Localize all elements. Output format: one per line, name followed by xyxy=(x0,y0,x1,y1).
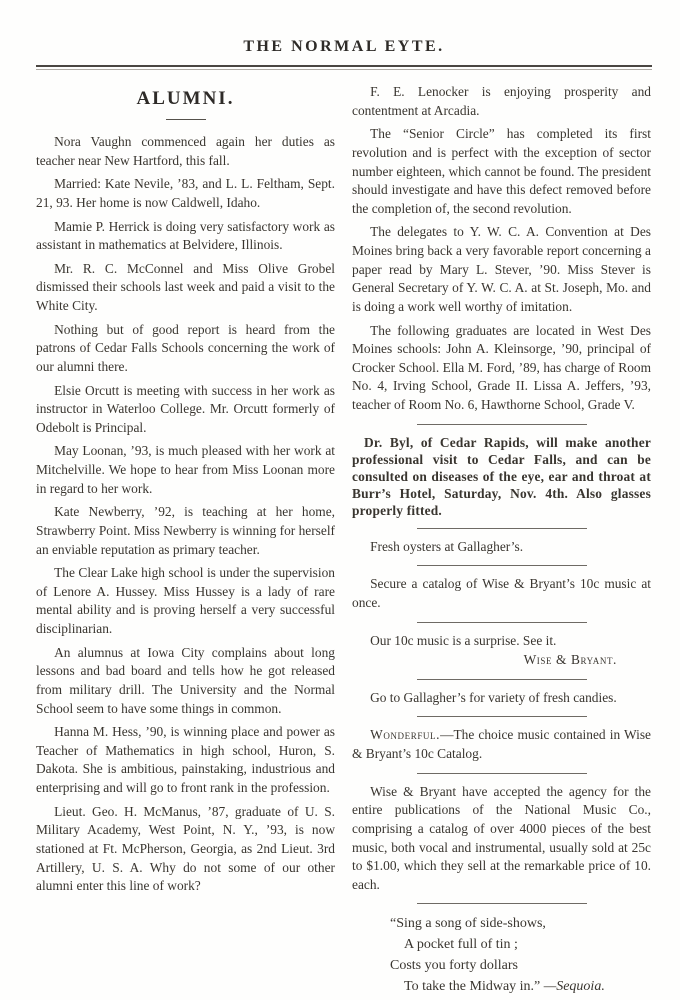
news-paragraph: Secure a catalog of Wise & Bryant’s 10c music at once. xyxy=(352,576,651,610)
section-divider xyxy=(417,679,587,680)
poem xyxy=(390,913,651,997)
advertisement-paragraph: Dr. Byl, of Cedar Rapids, will make another professional visit to Cedar Falls, and can be consulted on diseases of the eye, ear and throat at Burr’s Hotel, Saturday, Nov. 4th. Also glasses properly fitted. xyxy=(352,434,651,518)
poem-attribution: —Sequoia. xyxy=(543,979,605,995)
alumni-heading: ALUMNI. xyxy=(136,88,235,109)
alumni-paragraph: May Loonan, ’93, is much pleased with her work at Mitchelville. We hope to hear from Miss Loonan more in regard to her work. xyxy=(36,443,335,496)
section-divider xyxy=(417,716,587,717)
alumni-paragraph: An alumnus at Iowa City complains about long lessons and bad board and tells how he got released from military drill. The University and the Normal School seem to have some things in common. xyxy=(36,644,335,716)
news-paragraph: Wise & Bryant have accepted the agency for the entire publications of the National Music Co., comprising a catalog of over 4000 pieces of the best music, both vocal and instrumental, usually sold at 25c to $1.00, which they sell at the remarkable price of 10. each. xyxy=(352,783,651,892)
alumni-paragraph: Mr. R. C. McConnel and Miss Olive Grobel dismissed their schools last week and paid a visit to the White City. xyxy=(36,260,335,313)
poem-line: To take the Midway in.” —Sequoia. xyxy=(404,979,605,995)
news-paragraph: F. E. Lenocker is enjoying prosperity and contentment at Arcadia. xyxy=(352,84,651,118)
alumni-paragraph: Hanna M. Hess, ’90, is winning place and power as Teacher of Mathematics in high school, Huron, S. Dakota. She is ambitious, painstaking, industrious and enterprising and will go to front rank in the profession. xyxy=(36,724,335,795)
poem-line: “Sing a song of side-shows, xyxy=(390,916,546,932)
section-divider xyxy=(417,903,587,904)
section-divider xyxy=(417,622,587,623)
alumni-paragraph: Mamie P. Herrick is doing very satisfactory work as assistant in mathematics at Belvidere, Illinois. xyxy=(36,218,335,253)
left-column xyxy=(36,78,335,997)
alumni-paragraph: Elsie Orcutt is meeting with success in her work as instructor in Waterloo College. Mr. Orcutt formerly of Odebolt is Principal. xyxy=(36,382,335,435)
column-layout xyxy=(36,78,652,997)
news-paragraph: The delegates to Y. W. C. A. Convention at Des Moines bring back a very favorable report concerning a paper read by Mary L. Stever, ’90. Miss Stever is General Secretary of Y. W. C. A. at St. Joseph, Mo. and is doing a work well worthy of imitation. xyxy=(352,224,651,314)
lead-word: Wonderful. xyxy=(370,727,441,743)
poem-line: Costs you forty dollars xyxy=(390,958,518,974)
section-divider xyxy=(417,424,587,425)
section-divider xyxy=(417,773,587,774)
alumni-paragraph: Nora Vaughn commenced again her duties as teacher near New Hartford, this fall. xyxy=(36,134,335,168)
advertisement-paragraph: Wonderful.—The choice music contained in Wise & Bryant’s 10c Catalog. xyxy=(352,727,651,762)
alumni-paragraph: Kate Newberry, ’92, is teaching at her home, Strawberry Point. Miss Newberry is winning for herself an enviable reputation as primary teacher. xyxy=(36,504,336,557)
alumni-paragraph: Nothing but of good report is heard from the patrons of Cedar Falls Schools concerning the work of our alumni there. xyxy=(36,321,335,374)
news-paragraph: The “Senior Circle” has completed its first revolution and is perfect with the exception of sector number eighteen, which cannot be found. The president should investigate and have this defect removed before the completion of, the second revolution. xyxy=(352,126,651,216)
section-divider xyxy=(417,528,587,529)
masthead-title: THE NORMAL EYTE. xyxy=(243,38,445,55)
news-paragraph: Fresh oysters at Gallagher’s. xyxy=(370,538,524,554)
poem-line: A pocket full of tin ; xyxy=(404,937,518,953)
news-item-list xyxy=(352,83,651,997)
alumni-heading-rule xyxy=(166,119,206,120)
alumni-paragraph: The Clear Lake high school is under the supervision of Lenore A. Hussey. Miss Hussey is a lady of rare mental ability and is proving herself a very successful disciplinarian. xyxy=(36,565,335,636)
news-paragraph: Go to Gallagher’s for variety of fresh candies. xyxy=(370,689,617,705)
alumni-paragraph: Lieut. Geo. H. McManus, ’87, graduate of U. S. Military Academy, West Point, N. Y., ’93, is now stationed at Ft. McPherson, Georgia, as 2nd Lieut. 3rd Artillery, U. S. A. Why do not some of our other alumni enter this line of work? xyxy=(36,803,335,894)
right-column xyxy=(352,78,651,997)
alumni-paragraph: Married: Kate Nevile, ’83, and L. L. Feltham, Sept. 21, 93. Her home is now Caldwell, Idaho. xyxy=(36,176,335,210)
news-paragraph: The following graduates are located in West Des Moines schools: John A. Kleinsorge, ’90, principal of Crocker School. Ella M. Ford, ’89, has charge of Room No. 4, Irving School, Grade II. Lissa A. Jeffers, ’93, teacher of Room No. 6, Hawthorne School, Grade V. xyxy=(352,322,651,412)
advertisement-paragraph: Our 10c music is a surprise. See it. Wise & Bryant. xyxy=(352,632,651,670)
advertiser-signature: Wise & Bryant. xyxy=(523,652,617,668)
masthead-rule xyxy=(36,65,652,70)
section-divider xyxy=(417,565,587,566)
alumni-paragraph-list xyxy=(36,133,335,896)
